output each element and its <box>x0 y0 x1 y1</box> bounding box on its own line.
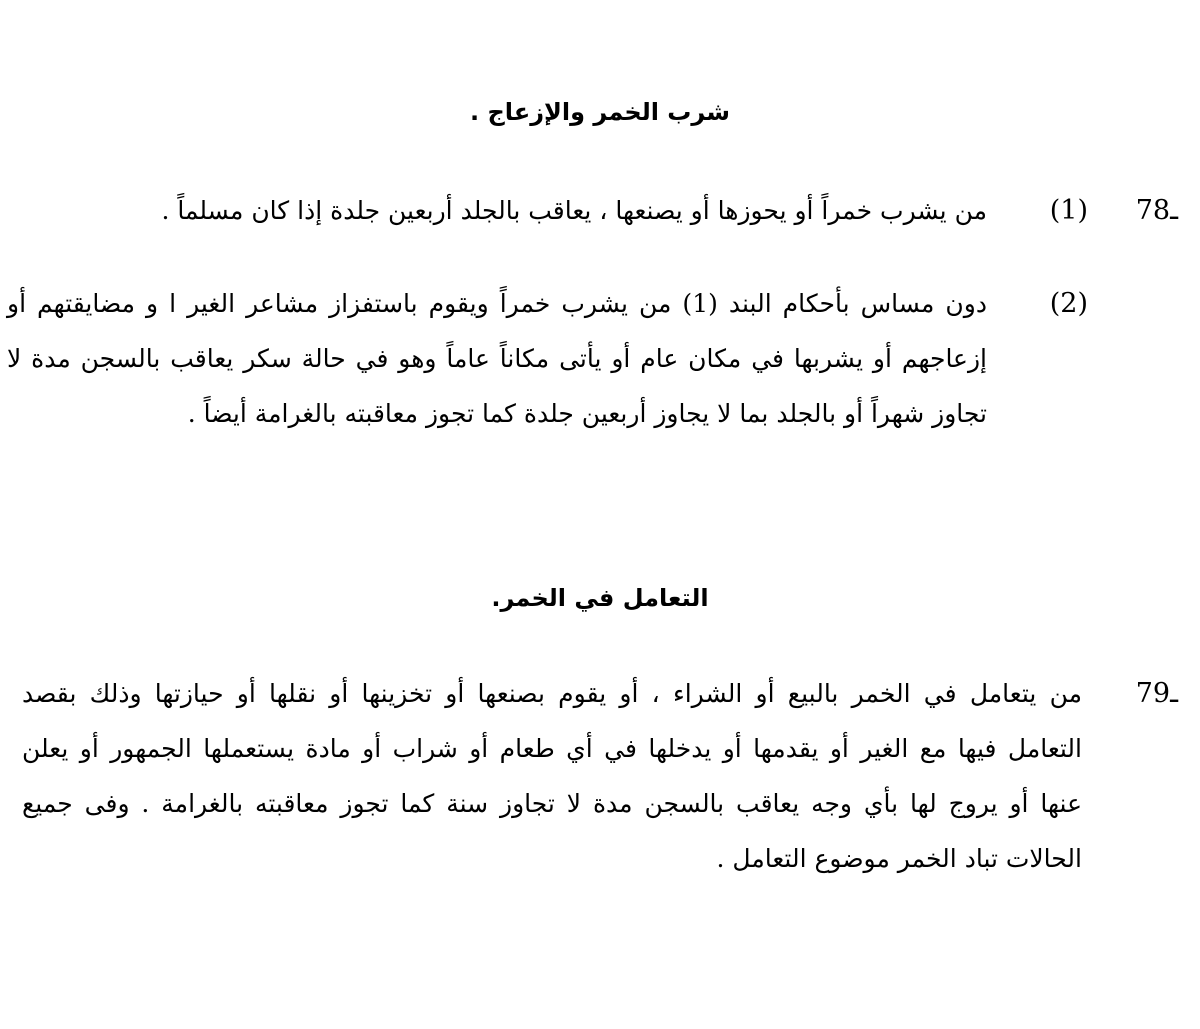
clause-2-line-1: دون مساس بأحكام البند (1) من يشرب خمراً ويقوم باستفزاز مشاعر الغير ا و مضايقتهم أو <box>7 289 987 318</box>
clause-1-number: (1) <box>1049 195 1088 226</box>
section2-heading: التعامل في الخمر. <box>491 584 709 612</box>
article-79-line-1: من يتعامل في الخمر بالبيع أو الشراء ، أو يقوم بصنعها أو تخزينها أو نقلها أو حيازتها وذلك بقصد <box>22 679 1082 708</box>
clause-2-number: (2) <box>1049 288 1088 319</box>
clause-1-line-1: من يشرب خمراً أو يحوزها أو يصنعها ، يعاقب بالجلد أربعين جلدة إذا كان مسلماً . <box>161 196 987 225</box>
article-79-line-3: عنها أو يروج لها بأي وجه يعاقب بالسجن مدة لا تجاوز سنة كما تجوز معاقبته بالغرامة . وفى جميع <box>22 789 1082 818</box>
article-79-line-2: التعامل فيها مع الغير أو يقدمها أو يدخلها في أي طعام أو شراب أو مادة يستعملها الجمهور أو يعلن <box>22 734 1082 763</box>
section1-heading: شرب الخمر والإزعاج . <box>470 98 730 126</box>
article-79-line-4: الحالات تباد الخمر موضوع التعامل . <box>716 844 1082 873</box>
article-78-number: 78ـ <box>1135 195 1178 226</box>
article-79-number: 79ـ <box>1135 678 1178 709</box>
clause-2-line-3: تجاوز شهراً أو بالجلد بما لا يجاوز أربعين جلدة كما تجوز معاقبته بالغرامة أيضاً . <box>187 399 987 428</box>
clause-2-line-2: إزعاجهم أو يشربها في مكان عام أو يأتى مكاناً عاماً وهو في حالة سكر يعاقب بالسجن مدة لا <box>7 344 987 373</box>
